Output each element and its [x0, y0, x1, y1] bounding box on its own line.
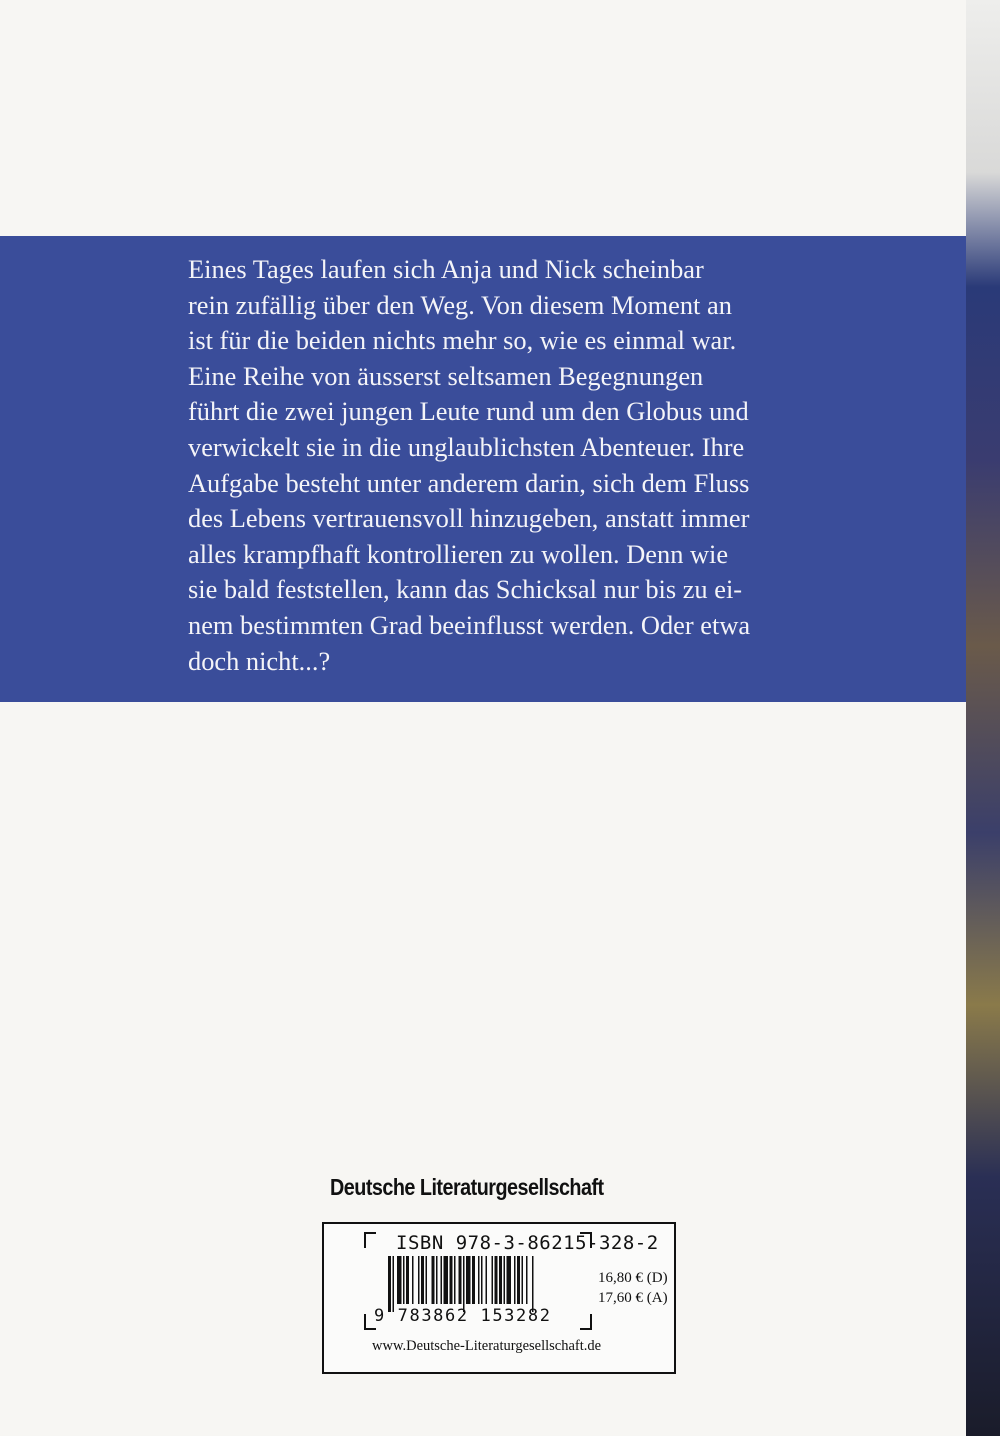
barcode-bracket-top-left — [364, 1232, 376, 1248]
blurb-line: führt die zwei jungen Leute rund um den Globus und — [188, 396, 749, 427]
blurb-line: rein zufällig über den Weg. Von diesem Moment an — [188, 289, 732, 320]
blurb-line: Eine Reihe von äusserst seltsamen Begegnungen — [188, 360, 704, 391]
publisher-website: www.Deutsche-Literaturgesellschaft.de — [372, 1338, 602, 1354]
blurb-text — [188, 252, 828, 679]
blurb-line: doch nicht...? — [188, 645, 331, 676]
blurb-line: alles krampfhaft kontrollieren zu wollen. Denn wie — [188, 538, 729, 569]
blurb-line: Aufgabe besteht unter anderem darin, sich dem Fluss — [188, 467, 750, 498]
front-cover-edge — [966, 0, 1000, 1436]
blurb-line: ist für die beiden nichts mehr so, wie es einmal war. — [188, 325, 737, 356]
barcode-icon — [388, 1256, 588, 1312]
blurb-line: Eines Tages laufen sich Anja und Nick scheinbar — [188, 254, 704, 284]
blurb-line: nem bestimmten Grad beeinflusst werden. Oder etwa — [188, 609, 751, 640]
price-austria: 17,60 € (A) — [598, 1290, 668, 1306]
barcode-bracket-bottom-right — [580, 1314, 592, 1330]
publisher-name: Deutsche Literaturgesellschaft — [330, 1174, 604, 1200]
blurb-line: des Lebens vertrauensvoll hinzugeben, anstatt immer — [188, 503, 750, 534]
price-germany: 16,80 € (D) — [598, 1270, 668, 1286]
isbn-label: ISBN 978-3-86215-328-2 — [396, 1232, 659, 1254]
barcode-digits: 9 783862 153282 — [374, 1306, 552, 1326]
blurb-line: sie bald feststellen, kann das Schicksal nur bis zu ei- — [188, 574, 743, 605]
blurb-line: verwickelt sie in die unglaublichsten Abenteuer. Ihre — [188, 431, 745, 462]
